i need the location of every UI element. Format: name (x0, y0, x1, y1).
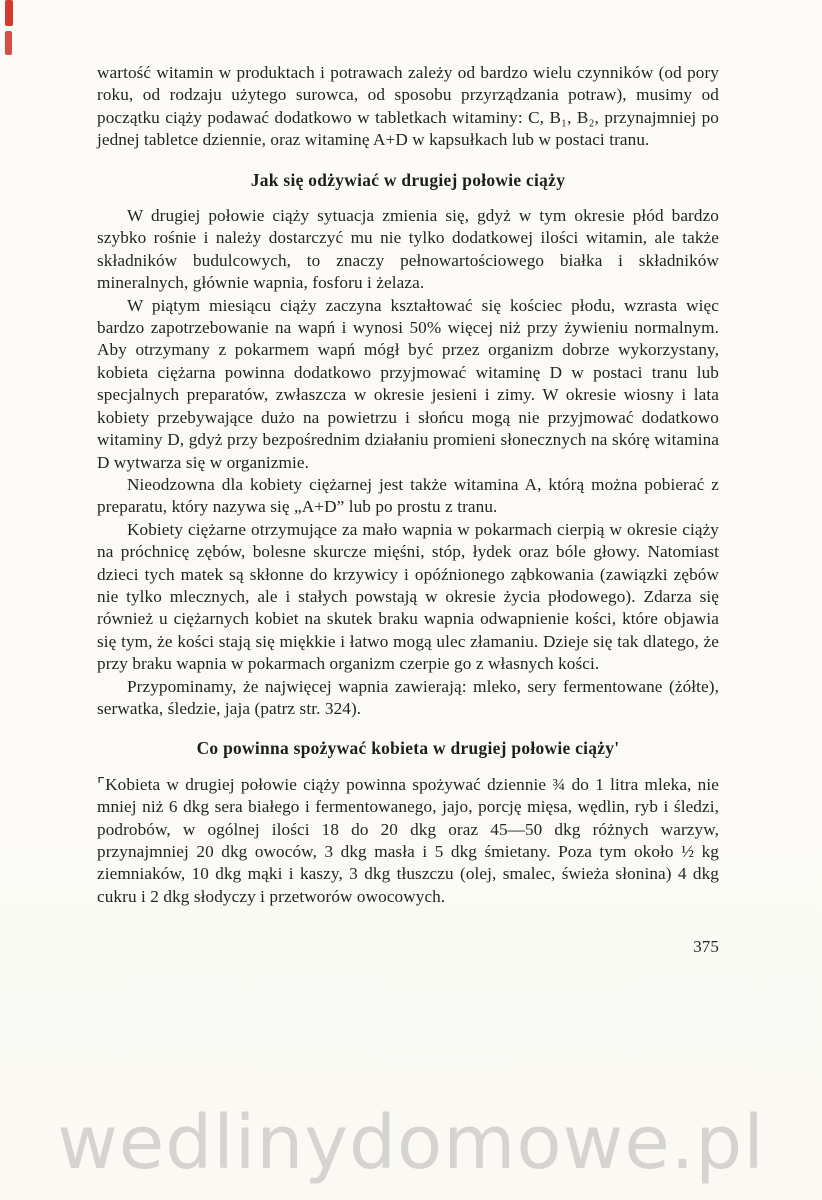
red-margin-mark (5, 31, 12, 55)
page-number: 375 (693, 937, 719, 957)
section-heading-1: Jak się odżywiać w drugiej połowie ciąży (250, 169, 566, 190)
page-content (97, 62, 719, 959)
red-margin-mark (5, 0, 13, 26)
paragraph: Przypominamy, że najwięcej wapnia zawierają: mleko, sery fermentowane (żółte), serwatka, śledzie, jaja (patrz str. 324). (97, 676, 719, 718)
paragraph: Kobiety ciężarne otrzymujące za mało wapnia w pokarmach cierpią w okresie ciąży na próchnicę zębów, bolesne skurcze mięśni, stóp, łydek oraz bóle głowy. Natomiast dzieci tych matek są skłonne do krzywicy i opóźnionego ząbkowania (zawiązki zębów nie tylko mlecznych, ale i stałych powstają w okresie życia płodowego). Zdarza się również u ciężarnych kobiet na skutek braku wapnia odwapnienie kości, które objawia się tym, że kości stają się miękkie i łatwo mogą ulec złamaniu. Dzieje się tak dlatego, że przy braku wapnia w pokarmach organizm czerpie go z własnych kości. (97, 519, 719, 674)
watermark: wedlinydomowe.pl (57, 1100, 765, 1186)
paragraph: ⌜Kobieta w drugiej połowie ciąży powinna spożywać dziennie ¾ do 1 litra mleka, nie mniej niż 6 dkg sera białego i fermentowanego, jajo, porcję mięsa, wędlin, ryb i śledzi, podrobów, w ogólnej ilości 18 do 20 dkg oraz 45—50 dkg różnych warzyw, przynajmniej 20 dkg owoców, 3 dkg masła i 5 dkg śmietany. Poza tym około ½ kg ziemniaków, 10 dkg mąki i kaszy, 3 dkg tłuszczu (olej, smalec, świeża słonina) 4 dkg cukru i 2 dkg słodyczy i przetworów owocowych. (97, 774, 719, 906)
paragraph: W piątym miesiącu ciąży zaczyna kształtować się kościec płodu, wzrasta więc bardzo zapotrzebowanie na wapń i wynosi 50% więcej niż przy żywieniu normalnym. Aby otrzymany z pokarmem wapń mógł być przez organizm dobrze wykorzystany, kobieta ciężarna powinna dodatkowo przyjmować witaminę D w postaci tranu lub specjalnych preparatów, zwłaszcza w okresie jesieni i zimy. W okresie wiosny i lata kobiety przebywające dużo na powietrzu i słońcu mogą nie przyjmować dodatkowo witaminy D, gdyż przy bezpośrednim działaniu promieni słonecznych na skórę witamina D wytwarza się w organizmie. (97, 295, 719, 472)
section-heading-2: Co powinna spożywać kobieta w drugiej połowie ciąży' (196, 738, 620, 759)
paragraph: W drugiej połowie ciąży sytuacja zmienia się, gdyż w tym okresie płód bardzo szybko rośnie i należy dostarczyć mu nie tylko dodatkowej ilości witamin, ale także składników budulcowych, to znaczy pełnowartościowego białka i składników mineralnych, głównie wapnia, fosforu i żelaza. (97, 206, 719, 293)
paragraph: Nieodzowna dla kobiety ciężarnej jest także witamina A, którą można pobierać z preparatu, który nazywa się „A+D” lub po prostu z tranu. (97, 474, 719, 517)
paragraph-intro: wartość witamin w produktach i potrawach zależy od bardzo wielu czynników (od pory roku, od rodzaju użytego surowca, od sposobu przyrządzania potraw), musimy od początku ciąży podawać dodatkowo w tabletkach witaminy: C, B₁, B₂, przynajmniej po jednej tabletce dziennie, oraz witaminę A+D w kapsułkach lub w postaci tranu. (97, 63, 719, 150)
